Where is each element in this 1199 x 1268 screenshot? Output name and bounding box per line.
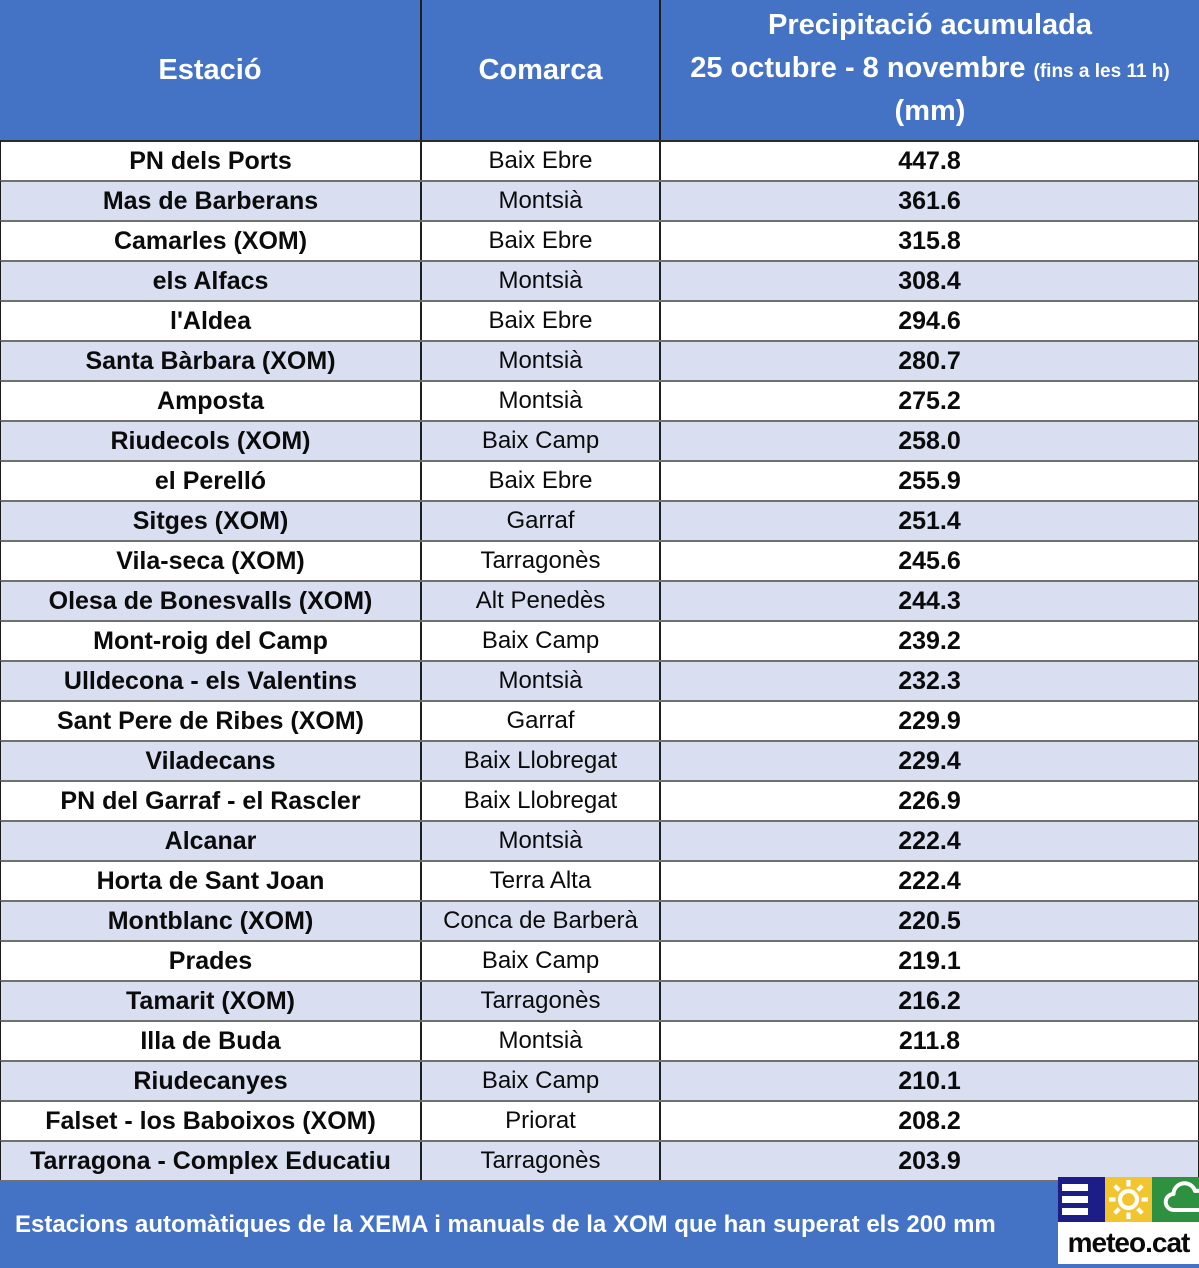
precipitation-value-cell: 229.9 (898, 706, 961, 735)
table-row (0, 380, 1199, 420)
station-cell: Tarragona - Complex Educatiu (1, 1142, 422, 1180)
comarca-cell: Baix Camp (422, 1062, 661, 1100)
table-row (0, 1020, 1199, 1060)
table-row (0, 340, 1199, 380)
comarca-cell: Tarragonès (422, 542, 661, 580)
column-header-estacio: Estació (0, 0, 422, 140)
station-cell: els Alfacs (1, 262, 422, 300)
table-row (0, 300, 1199, 340)
meteocat-wordmark: meteo.cat (1058, 1222, 1199, 1264)
station-cell: Amposta (1, 382, 422, 420)
comarca-cell: Tarragonès (422, 982, 661, 1020)
precipitation-value-cell: 229.4 (898, 746, 961, 775)
column-header-precipitacio (661, 0, 1199, 140)
precip-header-line1: Precipitació acumulada (768, 9, 1092, 41)
precipitation-value-cell: 208.2 (898, 1106, 961, 1135)
comarca-cell: Baix Ebre (422, 462, 661, 500)
table-row (0, 220, 1199, 260)
precipitation-value-cell: 232.3 (898, 666, 961, 695)
precip-header-time-note: (fins a les 11 h) (1033, 61, 1170, 83)
station-cell: Mas de Barberans (1, 182, 422, 220)
table-row (0, 940, 1199, 980)
comarca-cell: Alt Penedès (422, 582, 661, 620)
precipitation-value-cell: 203.9 (898, 1146, 961, 1175)
station-cell: Santa Bàrbara (XOM) (1, 342, 422, 380)
precipitation-value-cell: 275.2 (898, 386, 961, 415)
station-cell: Olesa de Bonesvalls (XOM) (1, 582, 422, 620)
comarca-cell: Terra Alta (422, 862, 661, 900)
meteocat-logo (1058, 1177, 1199, 1264)
meteocat-logo-squares (1058, 1177, 1199, 1222)
comarca-cell: Montsià (422, 382, 661, 420)
table-row (0, 860, 1199, 900)
table-row (0, 460, 1199, 500)
precipitation-value-cell: 315.8 (898, 226, 961, 255)
table-row (0, 180, 1199, 220)
station-cell: PN dels Ports (1, 142, 422, 180)
comarca-cell: Montsià (422, 262, 661, 300)
table-row (0, 1140, 1199, 1180)
table-row (0, 980, 1199, 1020)
sun-icon (1105, 1177, 1152, 1222)
precipitation-value-cell: 255.9 (898, 466, 961, 495)
precipitation-value-cell: 220.5 (898, 906, 961, 935)
table-row (0, 900, 1199, 940)
comarca-cell: Baix Camp (422, 942, 661, 980)
station-cell: Mont-roig del Camp (1, 622, 422, 660)
precip-header-unit: (mm) (894, 95, 966, 128)
comarca-cell: Priorat (422, 1102, 661, 1140)
table-row (0, 820, 1199, 860)
station-cell: Horta de Sant Joan (1, 862, 422, 900)
table-row (0, 660, 1199, 700)
precipitation-value-cell: 219.1 (898, 946, 961, 975)
station-cell: Prades (1, 942, 422, 980)
station-cell: Vila-seca (XOM) (1, 542, 422, 580)
comarca-cell: Tarragonès (422, 1142, 661, 1180)
station-cell: Camarles (XOM) (1, 222, 422, 260)
cloud-icon (1152, 1177, 1199, 1222)
table-row (0, 740, 1199, 780)
precipitation-value-cell: 226.9 (898, 786, 961, 815)
menu-icon (1058, 1177, 1105, 1222)
precipitation-value-cell: 211.8 (898, 1026, 961, 1055)
precip-header-line2 (690, 53, 1170, 85)
footer-note: Estacions automàtiques de la XEMA i manuals de la XOM que han superat els 200 mm (15, 1211, 996, 1238)
comarca-cell: Baix Ebre (422, 302, 661, 340)
station-cell: Alcanar (1, 822, 422, 860)
station-cell: Riudecols (XOM) (1, 422, 422, 460)
precipitation-value-cell: 210.1 (898, 1066, 961, 1095)
station-cell: Viladecans (1, 742, 422, 780)
table-row (0, 700, 1199, 740)
comarca-cell: Baix Ebre (422, 142, 661, 180)
footer-bar (0, 1180, 1199, 1268)
table-row (0, 540, 1199, 580)
table-row (0, 580, 1199, 620)
comarca-cell: Baix Camp (422, 622, 661, 660)
station-cell: Riudecanyes (1, 1062, 422, 1100)
table-row (0, 1060, 1199, 1100)
comarca-cell: Garraf (422, 502, 661, 540)
comarca-cell: Baix Llobregat (422, 742, 661, 780)
station-cell: Tamarit (XOM) (1, 982, 422, 1020)
comarca-cell: Montsià (422, 182, 661, 220)
table-row (0, 420, 1199, 460)
precipitation-value-cell: 245.6 (898, 546, 961, 575)
station-cell: Sant Pere de Ribes (XOM) (1, 702, 422, 740)
table-row (0, 140, 1199, 180)
comarca-cell: Montsià (422, 822, 661, 860)
table-row (0, 780, 1199, 820)
table-header-row (0, 0, 1199, 140)
comarca-cell: Baix Ebre (422, 222, 661, 260)
station-cell: PN del Garraf - el Rascler (1, 782, 422, 820)
precipitation-value-cell: 222.4 (898, 826, 961, 855)
comarca-cell: Baix Camp (422, 422, 661, 460)
station-cell: Sitges (XOM) (1, 502, 422, 540)
comarca-cell: Montsià (422, 342, 661, 380)
comarca-cell: Montsià (422, 1022, 661, 1060)
station-cell: l'Aldea (1, 302, 422, 340)
precip-header-dates: 25 octubre - 8 novembre (690, 52, 1026, 85)
precipitation-value-cell: 216.2 (898, 986, 961, 1015)
station-cell: Illa de Buda (1, 1022, 422, 1060)
precipitation-value-cell: 361.6 (898, 186, 961, 215)
table-row (0, 1100, 1199, 1140)
precipitation-value-cell: 447.8 (898, 146, 961, 175)
station-cell: Ulldecona - els Valentins (1, 662, 422, 700)
precipitation-value-cell: 222.4 (898, 866, 961, 895)
precipitation-value-cell: 251.4 (898, 506, 961, 535)
column-header-comarca: Comarca (422, 0, 661, 140)
station-cell: el Perelló (1, 462, 422, 500)
precipitation-value-cell: 244.3 (898, 586, 961, 615)
precipitation-value-cell: 308.4 (898, 266, 961, 295)
precipitation-value-cell: 239.2 (898, 626, 961, 655)
table-row (0, 260, 1199, 300)
comarca-cell: Baix Llobregat (422, 782, 661, 820)
station-cell: Falset - los Baboixos (XOM) (1, 1102, 422, 1140)
table-row (0, 500, 1199, 540)
comarca-cell: Conca de Barberà (422, 902, 661, 940)
comarca-cell: Garraf (422, 702, 661, 740)
comarca-cell: Montsià (422, 662, 661, 700)
precipitation-value-cell: 294.6 (898, 306, 961, 335)
station-cell: Montblanc (XOM) (1, 902, 422, 940)
table-row (0, 620, 1199, 660)
table-body (0, 140, 1199, 1180)
precipitation-value-cell: 258.0 (898, 426, 961, 455)
precipitation-value-cell: 280.7 (898, 346, 961, 375)
